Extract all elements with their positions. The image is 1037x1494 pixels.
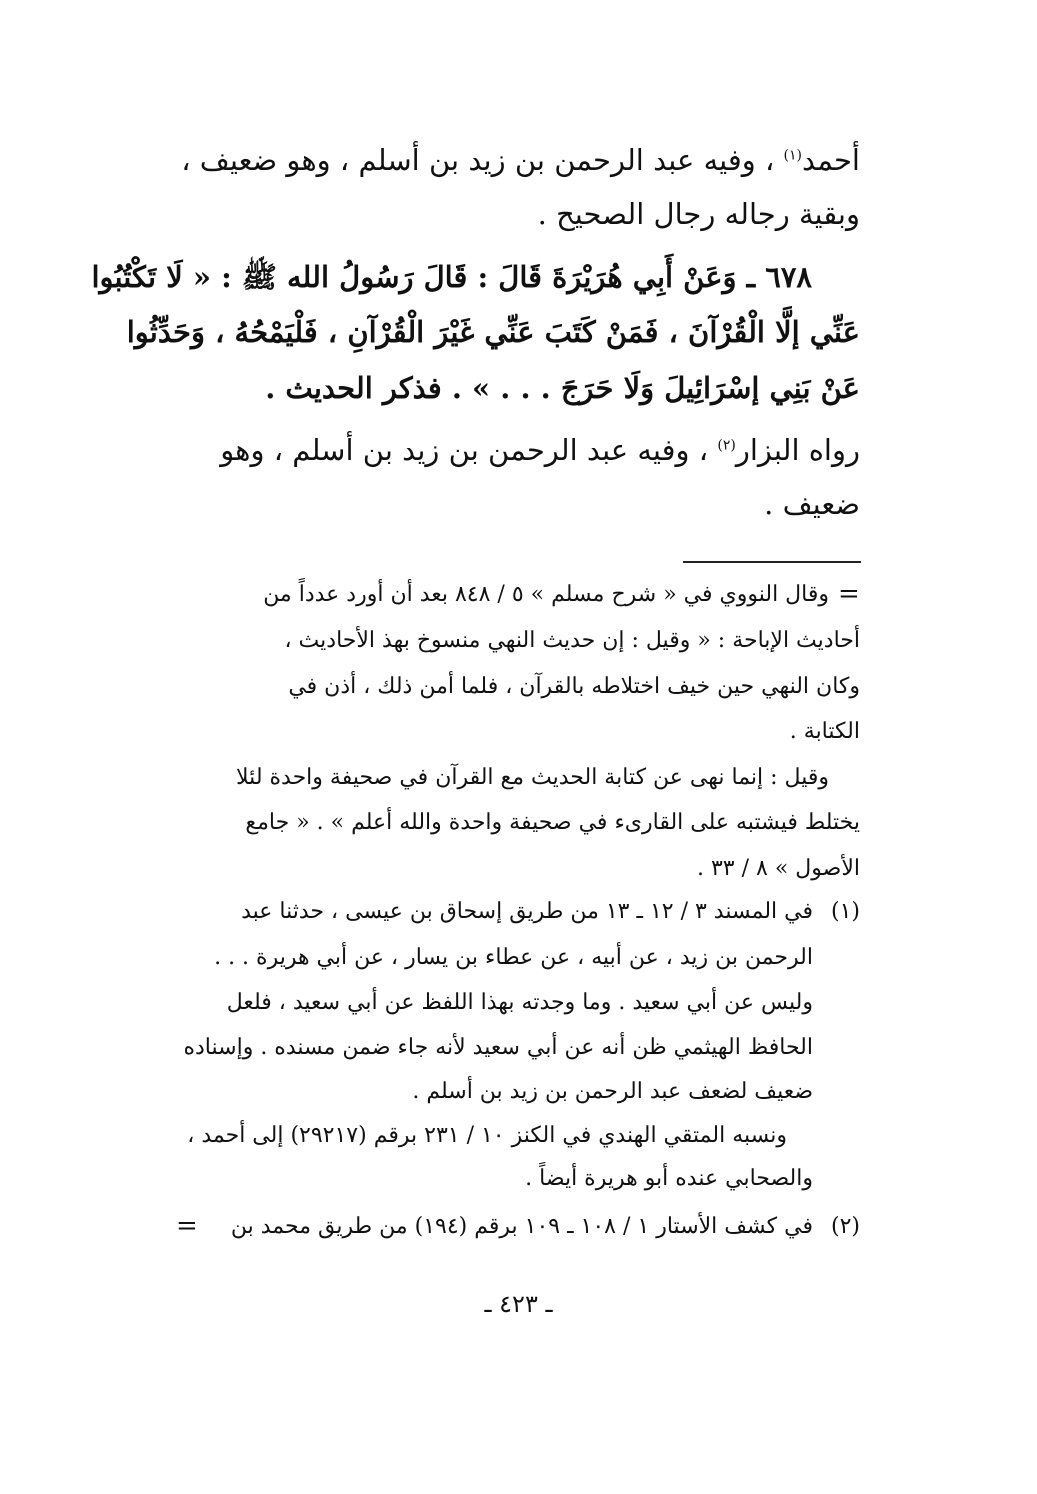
main-text-line: ضعيف . [764, 487, 860, 521]
main-text-line [220, 430, 860, 470]
footnote-line: أحاديث الإباحة : « وقيل : إن حديث النهي منسوخ بهذ الأحاديث ، [284, 628, 860, 653]
continuation-mark: = [176, 1211, 198, 1241]
footnote-line: ضعيف لضعف عبد الرحمن بن زيد بن أسلم . [412, 1079, 813, 1104]
footnote-line: الرحمن بن زيد ، عن أبيه ، عن عطاء بن يسار ، عن أبي هريرة . . . [214, 945, 813, 970]
main-text-word: أحمد [802, 143, 860, 177]
hadith-line: عَنْ بَنِي إسْرَائِيلَ وَلَا حَرَجَ . . . » . فذكر الحديث . [265, 371, 860, 405]
footnote-line: ونسبه المتقي الهندي في الكنز ١٠ / ٢٣١ برقم (٢٩٢١٧) إلى أحمد ، [187, 1123, 787, 1148]
main-text-word: رواه البزار [735, 433, 860, 467]
footnote-line: الكتابة . [789, 719, 860, 744]
footnote-line: الأصول » ٨ / ٣٣ . [696, 856, 860, 881]
footnote-line: يختلط فيشتبه على القارىء في صحيفة واحدة والله أعلم » . « جامع [245, 810, 860, 835]
footnote-line: وقال النووي في « شرح مسلم » ٥ / ٨٤٨ بعد أن أورد عدداً من [263, 582, 829, 607]
footnote-line: وقيل : إنما نهى عن كتابة الحديث مع القرآن في صحيفة واحدة لئلا [236, 765, 829, 790]
footnote-ref: (٢) [717, 437, 736, 454]
footnote-line: وليس عن أبي سعيد . وما وجدته بهذا اللفظ عن أبي سعيد ، فلعل [226, 990, 813, 1015]
hadith-line: عَنِّي إلَّا الْقُرْآنَ ، فَمَنْ كَتَبَ عَنِّي غَيْرَ الْقُرْآنِ ، فَلْيَمْحُهُ ، وَحَدِّثُوا [126, 315, 860, 349]
continuation-mark: = [838, 579, 860, 609]
main-text-fragment: ، وفيه عبد الرحمن بن زيد بن أسلم ، وهو ضعيف ، [181, 143, 775, 177]
page-number: ـ ٤٢٣ ـ [484, 1290, 553, 1318]
hadith-line: ٦٧٨ ـ وَعَنْ أَبِي هُرَيْرَةَ قَالَ : قَالَ رَسُولُ الله ﷺ : « لَا تَكْتُبُوا [91, 260, 812, 294]
main-text-line: وبقية رجاله رجال الصحيح . [537, 197, 860, 231]
footnote-line: في كشف الأستار ١ / ١٠٨ ـ ١٠٩ برقم (١٩٤) من طريق محمد بن [230, 1214, 813, 1239]
footnote-line: وكان النهي حين خيف اختلاطه بالقرآن ، فلما أمن ذلك ، أذن في [288, 674, 860, 699]
main-text-fragment: ، وفيه عبد الرحمن بن زيد بن أسلم ، وهو [220, 433, 709, 467]
footnote-separator [683, 561, 861, 563]
footnote-marker: (١) [830, 899, 860, 924]
footnote-ref: (١) [783, 147, 803, 164]
footnote-line: الحافظ الهيثمي ظن أنه عن أبي سعيد لأنه جاء ضمن مسنده . وإسناده [183, 1035, 813, 1060]
footnote-line: في المسند ٣ / ١٢ ـ ١٣ من طريق إسحاق بن عيسى ، حدثنا عبد [241, 899, 813, 924]
footnote-marker: (٢) [830, 1214, 860, 1239]
main-text-line [181, 140, 860, 180]
footnote-line: والصحابي عنده أبو هريرة أيضاً . [525, 1166, 813, 1191]
